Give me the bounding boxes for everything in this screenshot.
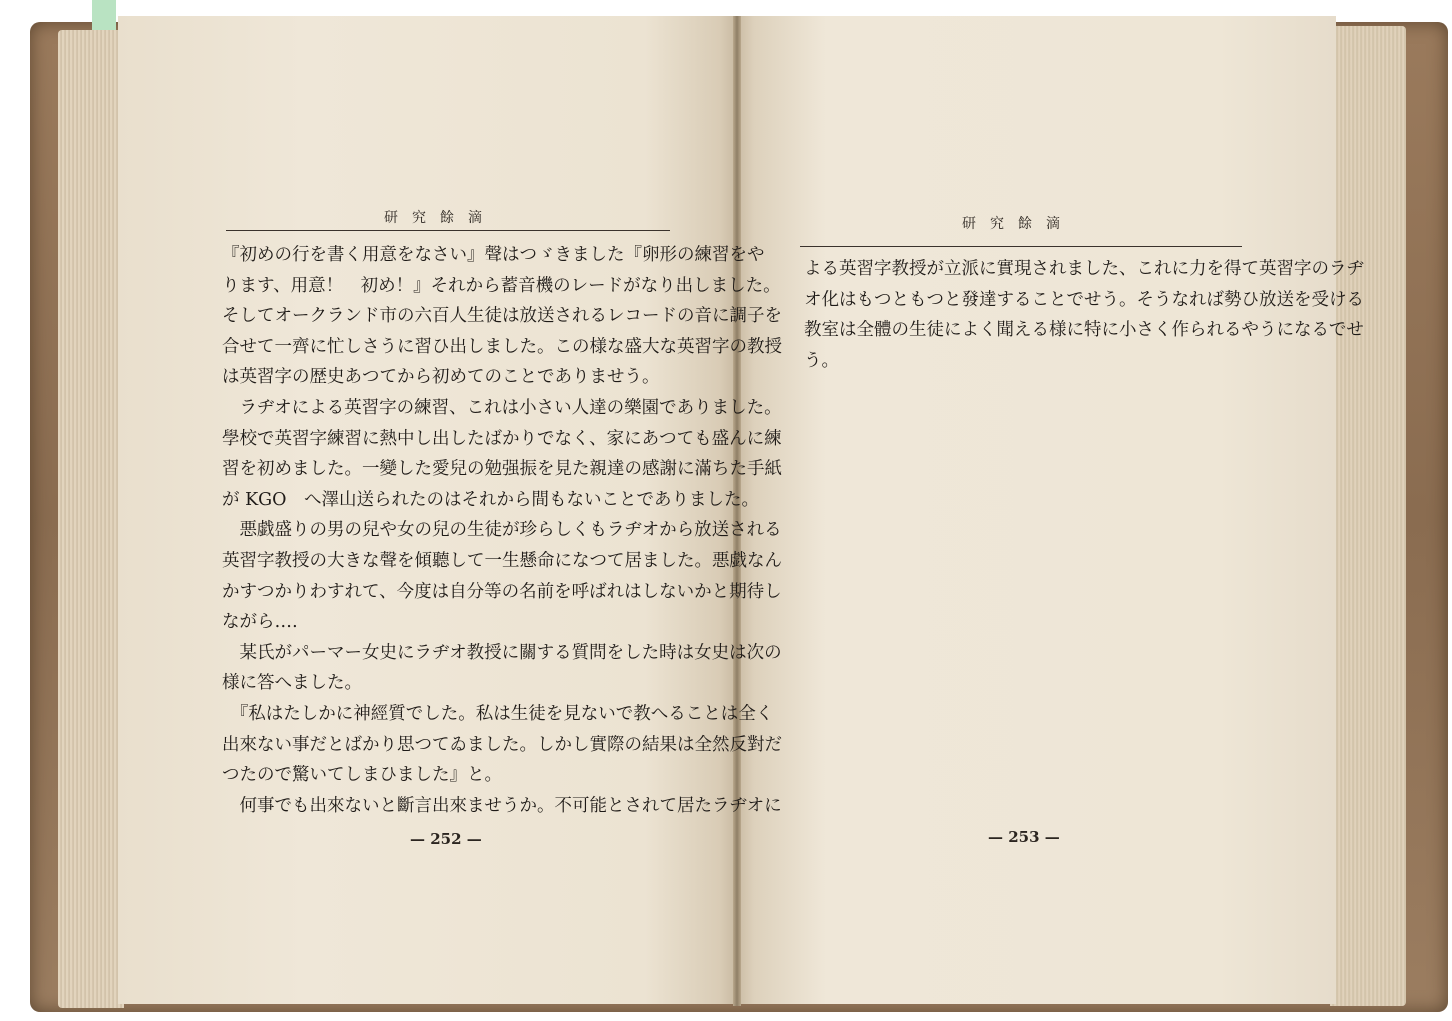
left-text-line: 出來ない事だとばかり思つてゐました。しかし實際の結果は全然反對だ <box>222 734 782 755</box>
left-running-head: 研究餘滴 <box>384 210 496 226</box>
right-text-line: よる英習字教授が立派に實現されました、これに力を得て英習字のラヂ <box>804 259 1364 279</box>
left-text-line: 『初めの行を書く用意をなさい』聲はつゞきました『卵形の練習をや <box>222 245 765 265</box>
right-body-text <box>804 254 1364 376</box>
right-page <box>736 16 1336 1004</box>
left-text-line: ります、用意！ 初め！』それから蓄音機のレードがなり出しました。 <box>222 275 781 296</box>
left-text-line: そしてオークランド市の六百人生徒は放送されるレコードの音に調子を <box>222 306 782 327</box>
right-running-head: 研究餘滴 <box>962 216 1074 232</box>
page-edges-right <box>1330 26 1406 1006</box>
left-text-line: 英習字教授の大きな聲を傾聽して一生懸命になつて居ました。悪戯なん <box>222 550 782 571</box>
left-body-text <box>222 240 782 821</box>
left-text-line: 合せて一齊に忙しさうに習ひ出しました。この様な盛大な英習字の教授 <box>222 336 782 357</box>
left-text-line: 悪戯盛りの男の兒や女の兒の生徒が珍らしくもラヂオから放送される <box>222 520 782 541</box>
right-text-line: 教室は全體の生徒によく聞える様に特に小さく作られるやうになるでせ <box>804 320 1364 341</box>
left-text-line: は英習字の歴史あつてから初めてのことでありませう。 <box>222 367 660 388</box>
left-header-rule <box>226 230 670 231</box>
left-text-line: 様に答へました。 <box>222 673 362 694</box>
left-text-line: ラヂオによる英習字の練習、これは小さい人達の樂園でありました。 <box>222 397 782 418</box>
left-text-line: 何事でも出來ないと斷言出來ませうか。不可能とされて居たラヂオに <box>222 795 782 816</box>
left-text-line: かすつかりわすれて、今度は自分等の名前を呼ばれはしないかと期待し <box>222 581 782 602</box>
left-text-line: 學校で英習字練習に熱中し出したばかりでなく、家にあつても盛んに練 <box>222 428 782 449</box>
left-text-line: ながら‥‥ <box>222 612 298 633</box>
left-text-line: 習を初めました。一變した愛兒の勉强振を見た親達の感謝に滿ちた手紙 <box>222 459 782 480</box>
left-text-line: 『私はたしかに神經質でした。私は生徒を見ないで教へることは全く <box>222 703 774 724</box>
left-text-line: つたので驚いてしまひました』と。 <box>222 765 502 786</box>
right-text-line: オ化はもつともつと發達することでせう。そうなれば勢ひ放送を受ける <box>804 289 1364 310</box>
right-text-line: う。 <box>804 350 839 371</box>
right-header-rule <box>800 246 1242 247</box>
left-text-line: 某氏がパーマー女史にラヂオ教授に關する質問をした時は女史は次の <box>222 642 782 663</box>
right-page-number: — 253 — <box>988 828 1060 846</box>
left-page-number: — 252 — <box>410 830 482 848</box>
bookmark-tab <box>92 0 116 30</box>
left-text-line: が KGO へ澤山送られたのはそれから間もないことでありました。 <box>222 489 759 510</box>
page-edges-left <box>58 30 124 1008</box>
